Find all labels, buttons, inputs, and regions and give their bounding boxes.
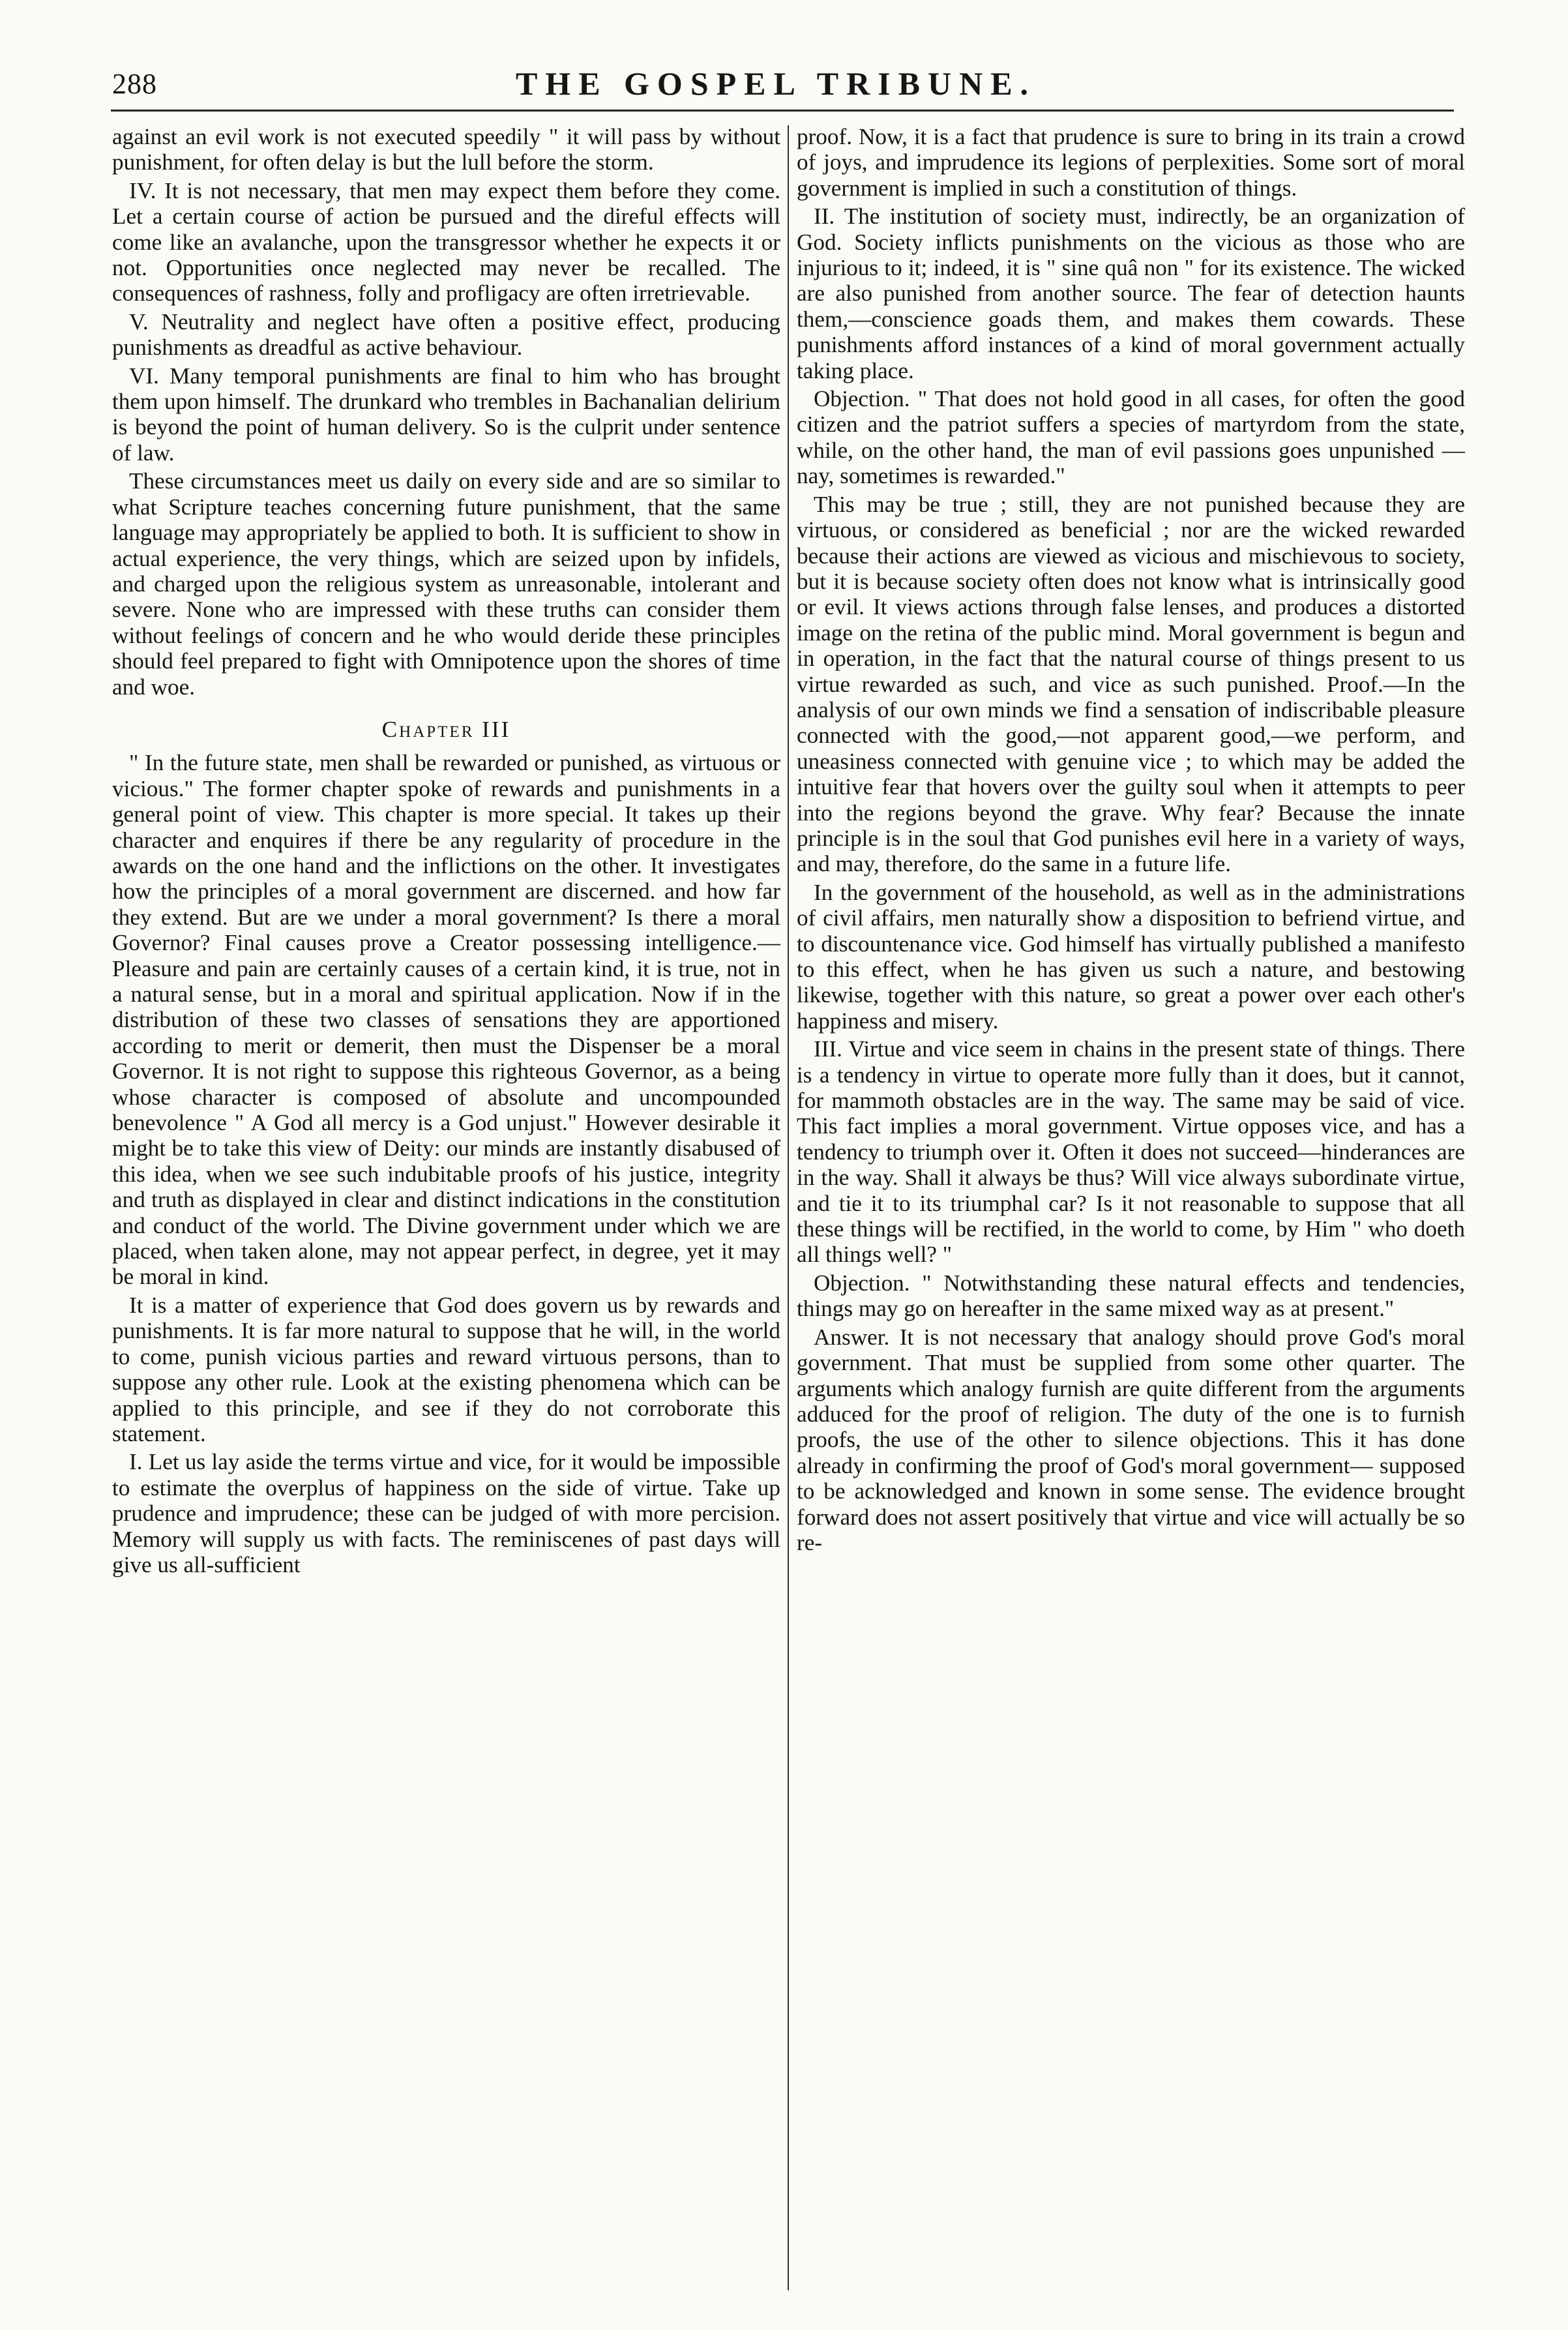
paragraph: against an evil work is not executed speedily " it will pass by without punishment, for often delay is but the lull before the storm. (112, 124, 780, 175)
header-rule (111, 110, 1454, 112)
paragraph: In the government of the household, as well as in the administrations of civil affairs, men naturally show a disposition to befriend virtue, and to discountenance vice. God himself has virtually published a manifesto to this effect, when he has given us such a nature, and bestowing likewise, together with this nature, so great a power over each other's happiness and misery. (797, 879, 1465, 1034)
right-column (797, 124, 1465, 2295)
paragraph: I. Let us lay aside the terms virtue and vice, for it would be impossible to estimate the overplus of happiness on the side of virtue. Take up prudence and imprudence; these can be judged of with more percision. Memory will supply us with facts. The reminiscenes of past days will give us all-sufficient (112, 1449, 780, 1577)
page-header (98, 62, 1454, 114)
paragraph: Objection. " Notwithstanding these natural effects and tendencies, things may go on hereafter in the same mixed way as at present." (797, 1270, 1465, 1322)
paragraph: It is a matter of experience that God does govern us by rewards and punishments. It is far more natural to suppose that he will, in the world to come, punish vicious parties and reward virtuous persons, than to suppose any other rule. Look at the existing phenomena which can be applied to this principle, and see if they do not corroborate this statement. (112, 1292, 780, 1446)
chapter-heading: Chapter III (381, 716, 511, 742)
page-number: 288 (112, 68, 157, 100)
paragraph: proof. Now, it is a fact that prudence is sure to bring in its train a crowd of joys, and imprudence its legions of perplexities. Some sort of moral government is implied in such a constitution of things. (797, 124, 1465, 201)
paragraph: III. Virtue and vice seem in chains in the present state of things. There is a tendency in virtue to operate more fully than it does, but it cannot, for mammoth obstacles are in the way. The same may be said of vice. This fact implies a moral government. Virtue opposes vice, and has a tendency to triumph over it. Often it does not succeed—hinderances are in the way. Shall it always be thus? Will vice always subordinate virtue, and tie it to its triumphal car? Is it not reasonable to suppose that all these things will be rectified, in the world to come, by Him " who doeth all things well? " (797, 1036, 1465, 1268)
paragraph: Objection. " That does not hold good in all cases, for often the good citizen and the patriot suffers a species of martyrdom from the state, while, on the other hand, the man of evil passions goes unpunished —nay, sometimes is rewarded." (797, 386, 1465, 489)
paragraph: V. Neutrality and neglect have often a positive effect, producing punishments as dreadful as active behaviour. (112, 308, 780, 361)
paragraph: II. The institution of society must, indirectly, be an organization of God. Society inflicts punishments on the vicious as those who are injurious to it; indeed, it is " sine quâ non " for its existence. The wicked are also punished from another source. The fear of detection haunts them,—conscience goads them, and makes them cowards. These punishments afford instances of a kind of moral government actually taking place. (797, 203, 1465, 383)
column-divider (788, 125, 789, 2290)
running-title: THE GOSPEL TRIBUNE. (515, 65, 1037, 102)
paragraph: " In the future state, men shall be rewarded or punished, as virtuous or vicious." The former chapter spoke of rewards and punishments in a general point of view. This chapter is more special. It takes up their character and enquires if there be any regularity of procedure in the awards on the one hand and the inflictions on the other. It investigates how the principles of a moral government are discerned. and how far they extend. But are we under a moral government? Is there a moral Governor? Final causes prove a Creator possessing intelligence.— Pleasure and pain are certainly causes of a certain kind, it is true, not in a natural sense, but in a moral and spiritual application. Now if in the distribution of these two classes of sensations they are apportioned according to merit or demerit, then must the Dispenser be a moral Governor. It is not right to suppose this righteous Governor, as a being whose character is composed of absolute and uncompounded benevolence " A God all mercy is a God unjust." However desirable it might be to take this view of Deity: our minds are instantly disabused of this idea, when we see such indubitable proofs of his justice, integrity and truth as displayed in clear and distinct indications in the constitution and conduct of the world. The Divine government under which we are placed, when taken alone, may not appear perfect, in degree, yet it may be moral in kind. (112, 750, 780, 1290)
paragraph: Answer. It is not necessary that analogy should prove God's moral government. That must be supplied from some other quarter. The arguments which analogy furnish are quite different from the arguments adduced for the proof of religion. The duty of the one is to furnish proofs, the use of the other to silence objections. This it has done already in confirming the proof of God's moral government— supposed to be acknowledged and known in some sense. The evidence brought forward does not assert positively that virtue and vice will actually be so re- (797, 1324, 1465, 1555)
paragraph: This may be true ; still, they are not punished because they are virtuous, or considered as beneficial ; nor are the wicked rewarded because their actions are viewed as vicious and mischievous to society, but it is because society often does not know what is intrinsically good or evil. It views actions through false lenses, and produces a distorted image on the retina of the public mind. Moral government is begun and in operation, in the fact that the natural course of things present to us virtue rewarded as such, and vice as such punished. Proof.—In the analysis of our own minds we find a sensation of indiscribable pleasure connected with the good,—not apparent good,—we perform, and uneasiness connected with genuine vice ; to which may be added the intuitive fear that hovers over the guilty soul when it attempts to peer into the regions beyond the grave. Why fear? Because the innate principle is in the soul that God punishes evil here in a variety of ways, and may, therefore, do the same in a future life. (797, 491, 1465, 877)
left-column (112, 124, 780, 2295)
paragraph: IV. It is not necessary, that men may expect them before they come. Let a certain course of action be pursued and the direful effects will come like an avalanche, upon the transgressor whether he expects it or not. Opportunities once neglected may never be recalled. The consequences of rashness, folly and profligacy are often irretrievable. (112, 177, 780, 306)
paragraph: VI. Many temporal punishments are final to him who has brought them upon himself. The drunkard who trembles in Bachanalian delirium is beyond the point of human delivery. So is the culprit under sentence of law. (112, 363, 780, 466)
paragraph: These circumstances meet us daily on every side and are so similar to what Scripture teaches concerning future punishment, that the same language may appropriately be applied to both. It is sufficient to show in actual experience, the very things, which are seized upon by infidels, and charged upon the religious system as unreasonable, intolerant and severe. None who are impressed with these truths can consider them without feelings of concern and he who would deride these principles should feel prepared to fight with Omnipotence upon the shores of time and woe. (112, 468, 780, 700)
